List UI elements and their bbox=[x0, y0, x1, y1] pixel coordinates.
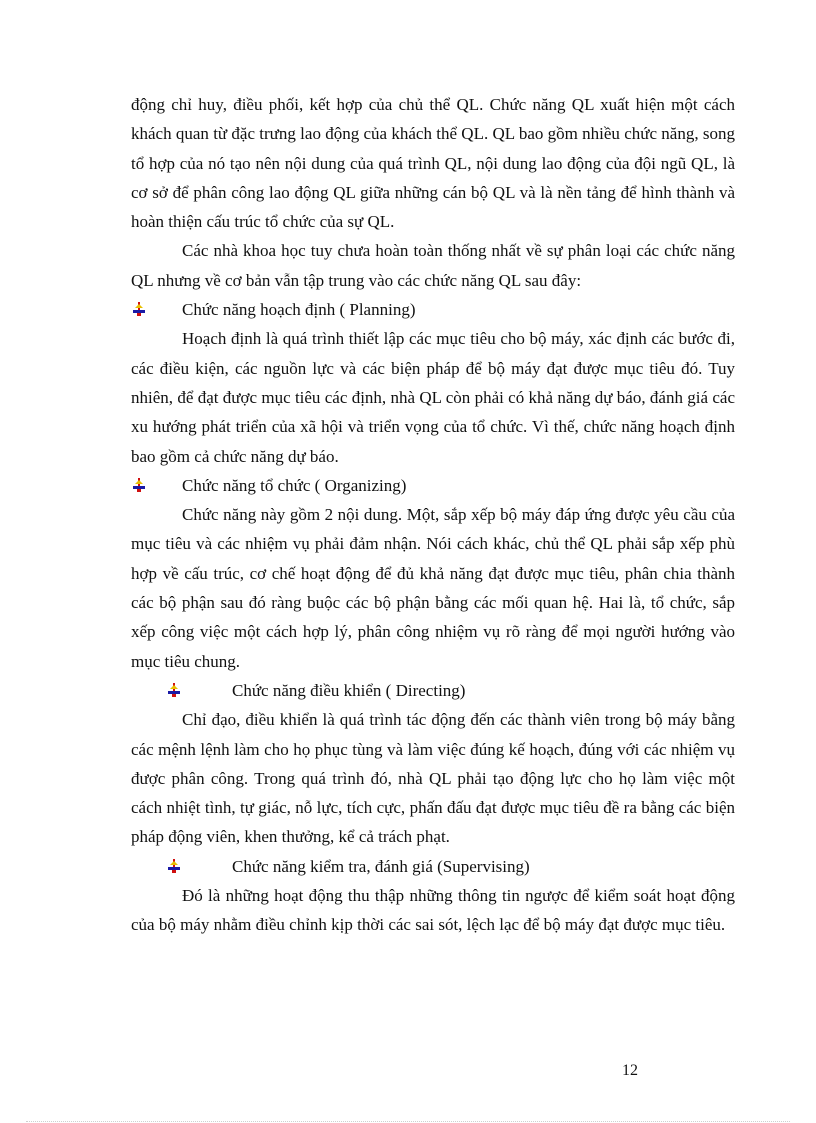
page-content bbox=[131, 90, 735, 940]
paragraph-organizing: Chức năng này gồm 2 nội dung. Một, sắp xếp bộ máy đáp ứng được yêu cầu của mục tiêu và các nhiệm vụ phải đảm nhận. Nói cách khác, chủ thể QL phải sắp xếp phù hợp về cấu trúc, cơ chế hoạt động để đủ khả năng đạt được mục tiêu, phân chia thành các bộ phận sau đó ràng buộc các bộ phận bằng các mối quan hệ. Hai là, tổ chức, sắp xếp công việc một cách hợp lý, phân công nhiệm vụ rõ ràng để mọi người hướng vào mục tiêu chung. bbox=[131, 505, 735, 671]
paragraph-classification: Các nhà khoa học tuy chưa hoàn toàn thống nhất về sự phân loại các chức năng QL nhưng về cơ bản vẫn tập trung vào các chức năng QL sau đây: bbox=[131, 241, 735, 290]
page-number: 12 bbox=[622, 1062, 638, 1079]
paragraph-intro: động chỉ huy, điều phối, kết hợp của chủ thể QL. Chức năng QL xuất hiện một cách khách quan từ đặc trưng lao động của khách thể QL. QL bao gồm nhiều chức năng, song tổ hợp của nó tạo nên nội dung của quá trình QL, nội dung lao động của đội ngũ QL, là cơ sở để phân công lao động QL giữa những cán bộ QL và là nền tảng để hình thành và hoàn thiện cấu trúc tổ chức của sự QL. bbox=[131, 95, 735, 232]
bullet-label: Chức năng hoạch định ( Planning) bbox=[182, 300, 416, 320]
paragraph-directing: Chỉ đạo, điều khiển là quá trình tác động đến các thành viên trong bộ máy bằng các mệnh lệnh làm cho họ phục tùng và làm việc đúng kế hoạch, đúng với các nhiệm vụ được phân công. Trong quá trình đó, nhà QL phải tạo động lực cho họ làm việc một cách nhiệt tình, tự giác, nỗ lực, tích cực, phấn đấu đạt được mục tiêu đề ra bằng các biện pháp động viên, khen thưởng, kể cả trách phạt. bbox=[131, 710, 735, 847]
bullet-item-directing bbox=[131, 676, 735, 705]
paragraph-supervising: Đó là những hoạt động thu thập những thông tin ngược để kiểm soát hoạt động của bộ máy nhằm điều chỉnh kịp thời các sai sót, lệch lạc để bộ máy đạt được mục tiêu. bbox=[131, 886, 735, 935]
bullet-label: Chức năng kiểm tra, đánh giá (Supervising) bbox=[232, 856, 530, 876]
bullet-item-organizing bbox=[131, 471, 735, 500]
arrow-cross-bullet-icon bbox=[167, 683, 181, 697]
arrow-cross-bullet-icon bbox=[167, 859, 181, 873]
bullet-item-planning bbox=[131, 295, 735, 324]
arrow-cross-bullet-icon bbox=[132, 302, 146, 316]
paragraph-planning: Hoạch định là quá trình thiết lập các mục tiêu cho bộ máy, xác định các bước đi, các điều kiện, các nguồn lực và các biện pháp để bộ máy đạt được mục tiêu đó. Tuy nhiên, để đạt được mục tiêu các định, nhà QL còn phải có khả năng dự báo, đánh giá các xu hướng phát triển của xã hội và triển vọng của tổ chức. Vì thế, chức năng hoạch định bao gồm cả chức năng dự báo. bbox=[131, 329, 735, 466]
page-divider bbox=[26, 1121, 790, 1122]
bullet-label: Chức năng tổ chức ( Organizing) bbox=[182, 475, 407, 495]
arrow-cross-bullet-icon bbox=[132, 478, 146, 492]
bullet-item-supervising bbox=[131, 852, 735, 881]
bullet-label: Chức năng điều khiển ( Directing) bbox=[232, 680, 466, 700]
